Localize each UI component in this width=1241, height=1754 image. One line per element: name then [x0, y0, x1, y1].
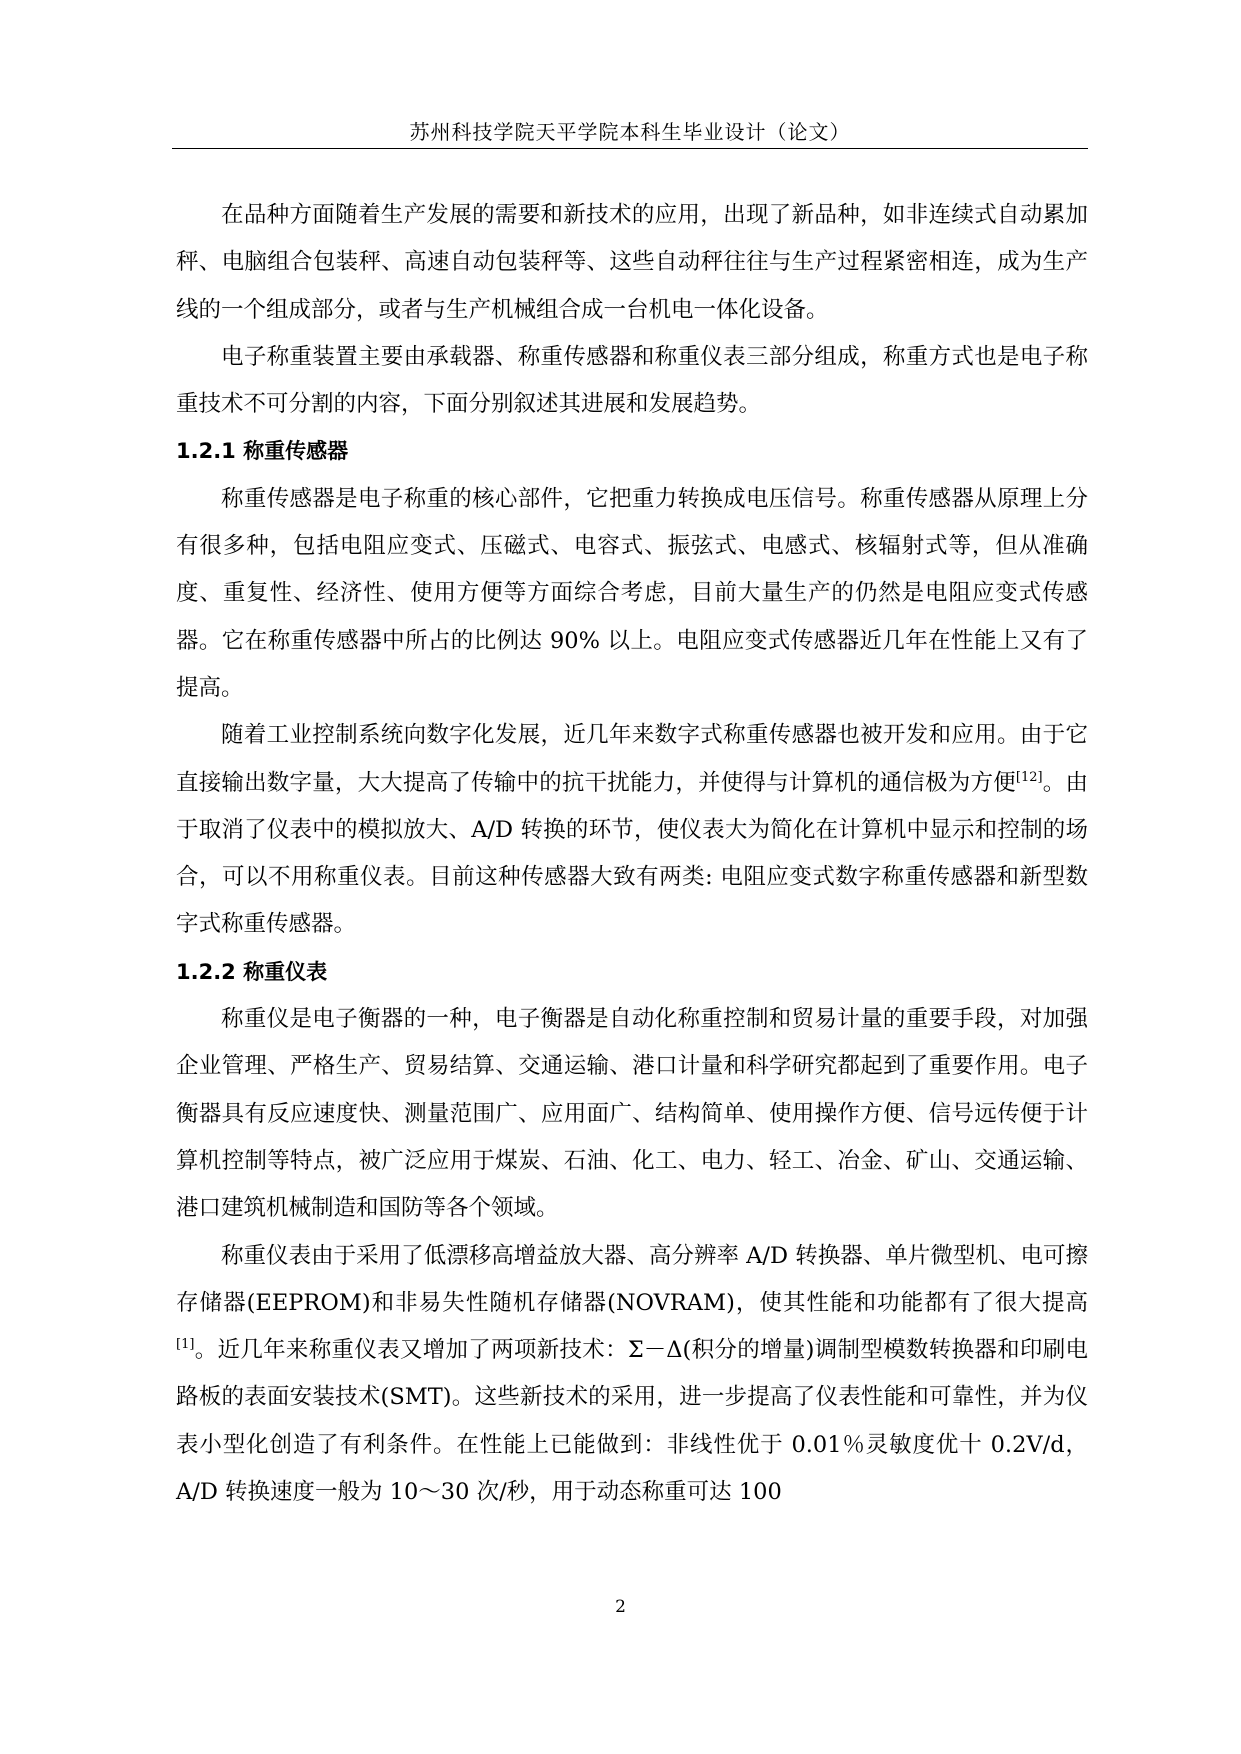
paragraph-new-varieties: 在品种方面随着生产发展的需要和新技术的应用，出现了新品种，如非连续式自动累加秤、电脑组合包装秤、高速自动包装秤等、这些自动秤往往与生产过程紧密相连，成为生产线的一个组成部分，或者与生产机械组合成一台机电一体化设备。 — [176, 202, 1088, 323]
paragraph-load-cell-intro: 称重传感器是电子称重的核心部件，它把重力转换成电压信号。称重传感器从原理上分有很多种，包括电阻应变式、压磁式、电容式、振弦式、电感式、核辐射式等，但从准确度、重复性、经济性、使用方便等方面综合考虑，目前大量生产的仍然是电阻应变式传感器。它在称重传感器中所占的比例达 90% 以上。电阻应变式传感器近几年在性能上又有了提高。 — [176, 485, 1088, 701]
header-divider — [172, 148, 1088, 149]
citation-1: [1] — [176, 1337, 195, 1353]
page-number: 2 — [615, 1597, 626, 1617]
page-header-title: 苏州科技学院天平学院本科生毕业设计（论文） — [409, 120, 851, 144]
paragraph-electronic-scale: 称重仪是电子衡器的一种，电子衡器是自动化称重控制和贸易计量的重要手段，对加强企业管理、严格生产、贸易结算、交通运输、港口计量和科学研究都起到了重要作用。电子衡器具有反应速度快、测量范围广、应用面广、结构简单、使用操作方便、信号远传便于计算机控制等特点，被广泛应用于煤炭、石油、化工、电力、轻工、冶金、矿山、交通运输、港口建筑机械制造和国防等各个领域。 — [176, 1006, 1088, 1222]
document-body — [176, 192, 1088, 1516]
citation-12: [12] — [1015, 769, 1043, 785]
paragraph-digital-load-cell-part2: 。由于取消了仪表中的模拟放大、A/D 转换的环节，使仪表大为简化在计算机中显示和控制的场合，可以不用称重仪表。目前这种传感器大致有两类: 电阻应变式数字称重传感器和新型数字式称重传感器。 — [176, 769, 1088, 938]
paragraph-indicator-technology — [176, 1233, 1088, 1517]
section-heading-load-cell: 1.2.1 称重传感器 — [176, 439, 349, 464]
paragraph-weighing-device-components: 电子称重装置主要由承载器、称重传感器和称重仪表三部分组成，称重方式也是电子称重技术不可分割的内容，下面分别叙述其进展和发展趋势。 — [176, 343, 1088, 418]
paragraph-indicator-technology-part2: 。近几年来称重仪表又增加了两项新技术：Σ－Δ(积分的增量)调制型模数转换器和印刷电路板的表面安装技术(SMT)。这些新技术的采用，进一步提高了仪表性能和可靠性，并为仪表小型化创造了有利条件。在性能上已能做到：非线性优于 0.01％灵敏度优十 0.2V/d，A/D 转换速度一般为 10～30 次/秒，用于动态称重可达 100 — [176, 1337, 1088, 1506]
paragraph-digital-load-cell-part1: 随着工业控制系统向数字化发展，近几年来数字式称重传感器也被开发和应用。由于它直接输出数字量，大大提高了传输中的抗干扰能力，并使得与计算机的通信极为方便 — [176, 722, 1088, 796]
section-heading-weighing-indicator: 1.2.2 称重仪表 — [176, 959, 328, 984]
paragraph-indicator-technology-part1: 称重仪表由于采用了低漂移高增益放大器、高分辨率 A/D 转换器、单片微型机、电可擦存储器(EEPROM)和非易失性随机存储器(NOVRAM)，使其性能和功能都有了很大提高 — [176, 1242, 1088, 1316]
paragraph-digital-load-cell — [176, 712, 1088, 948]
